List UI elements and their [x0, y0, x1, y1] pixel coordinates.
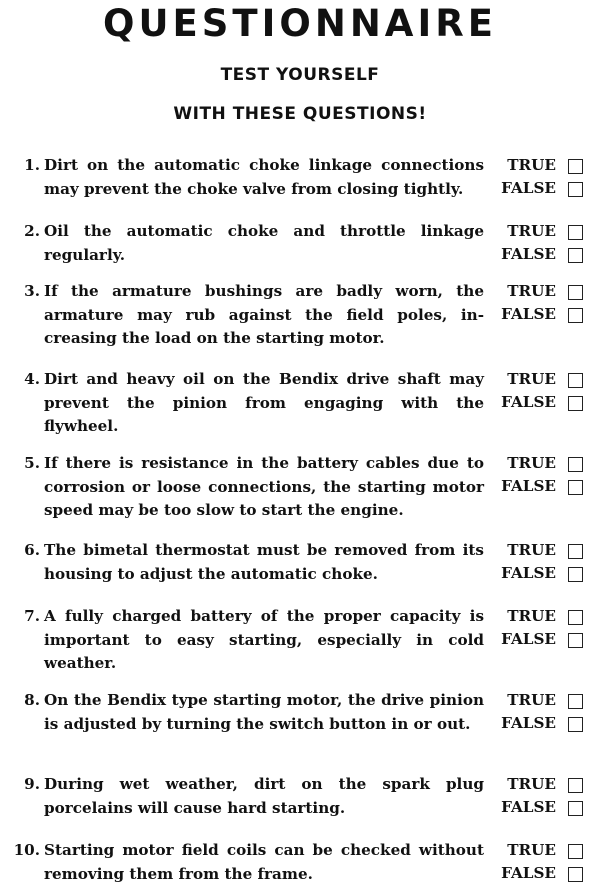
- true-label: TRUE: [507, 691, 556, 709]
- false-label: FALSE: [501, 864, 556, 882]
- question-number: 3.: [24, 282, 40, 300]
- false-checkbox[interactable]: [568, 480, 583, 495]
- false-checkbox[interactable]: [568, 633, 583, 648]
- question-10: [12, 839, 592, 889]
- false-label: FALSE: [501, 179, 556, 197]
- true-checkbox[interactable]: [568, 373, 583, 388]
- true-checkbox[interactable]: [568, 694, 583, 709]
- question-text: Oil the automatic choke and throttle linkage regularly.: [44, 222, 484, 264]
- true-checkbox[interactable]: [568, 610, 583, 625]
- question-4: [12, 368, 592, 446]
- question-text: During wet weather, dirt on the spark plug porcelains will cause hard starting.: [44, 775, 484, 817]
- false-checkbox[interactable]: [568, 567, 583, 582]
- false-checkbox[interactable]: [568, 248, 583, 263]
- false-label: FALSE: [501, 393, 556, 411]
- question-text: Starting motor field coils can be checked without removing them from the frame.: [44, 841, 484, 883]
- false-checkbox[interactable]: [568, 867, 583, 882]
- true-label: TRUE: [507, 607, 556, 625]
- question-text: Dirt and heavy oil on the Bendix drive shaft may prevent the pinion from engaging with the flywheel.: [44, 370, 484, 435]
- true-label: TRUE: [507, 841, 556, 859]
- subtitle-line-2: WITH THESE QUESTIONS!: [173, 104, 427, 124]
- question-text: Dirt on the automatic choke linkage connections may prevent the choke valve from closing tightly.: [44, 156, 484, 198]
- question-number: 9.: [24, 775, 40, 793]
- false-label: FALSE: [501, 245, 556, 263]
- false-label: FALSE: [501, 714, 556, 732]
- false-label: FALSE: [501, 798, 556, 816]
- question-number: 10.: [13, 841, 40, 859]
- false-checkbox[interactable]: [568, 308, 583, 323]
- true-label: TRUE: [507, 156, 556, 174]
- question-text: If the armature bushings are badly worn, the armature may rub against the field poles, increasing the load on the starting motor.: [44, 282, 484, 347]
- false-label: FALSE: [501, 564, 556, 582]
- question-number: 5.: [24, 454, 40, 472]
- question-text: If there is resistance in the battery cables due to corrosion or loose connections, the starting motor speed may be too slow to start the engine.: [44, 454, 484, 519]
- true-checkbox[interactable]: [568, 225, 583, 240]
- subtitle-line-1: TEST YOURSELF: [220, 65, 380, 85]
- false-label: FALSE: [501, 477, 556, 495]
- false-label: FALSE: [501, 305, 556, 323]
- false-checkbox[interactable]: [568, 182, 583, 197]
- true-checkbox[interactable]: [568, 778, 583, 793]
- false-label: FALSE: [501, 630, 556, 648]
- true-checkbox[interactable]: [568, 159, 583, 174]
- false-checkbox[interactable]: [568, 717, 583, 732]
- question-number: 7.: [24, 607, 40, 625]
- false-checkbox[interactable]: [568, 801, 583, 816]
- question-text: A fully charged battery of the proper capacity is important to easy starting, especially in cold weather.: [44, 607, 484, 672]
- true-label: TRUE: [507, 282, 556, 300]
- true-checkbox[interactable]: [568, 285, 583, 300]
- question-number: 2.: [24, 222, 40, 240]
- page-title: QUESTIONNAIRE: [103, 2, 497, 45]
- question-5: [12, 452, 592, 530]
- true-label: TRUE: [507, 775, 556, 793]
- question-7: [12, 605, 592, 683]
- true-label: TRUE: [507, 541, 556, 559]
- true-label: TRUE: [507, 454, 556, 472]
- true-label: TRUE: [507, 222, 556, 240]
- question-number: 6.: [24, 541, 40, 559]
- true-checkbox[interactable]: [568, 844, 583, 859]
- question-8: [12, 689, 592, 767]
- true-checkbox[interactable]: [568, 544, 583, 559]
- question-number: 8.: [24, 691, 40, 709]
- true-label: TRUE: [507, 370, 556, 388]
- question-3: [12, 280, 592, 358]
- question-text: The bimetal thermostat must be removed from its housing to adjust the automatic choke.: [44, 541, 484, 583]
- true-checkbox[interactable]: [568, 457, 583, 472]
- question-number: 1.: [24, 156, 40, 174]
- question-number: 4.: [24, 370, 40, 388]
- false-checkbox[interactable]: [568, 396, 583, 411]
- question-text: On the Bendix type starting motor, the drive pinion is adjusted by turning the switch button in or out.: [44, 691, 484, 733]
